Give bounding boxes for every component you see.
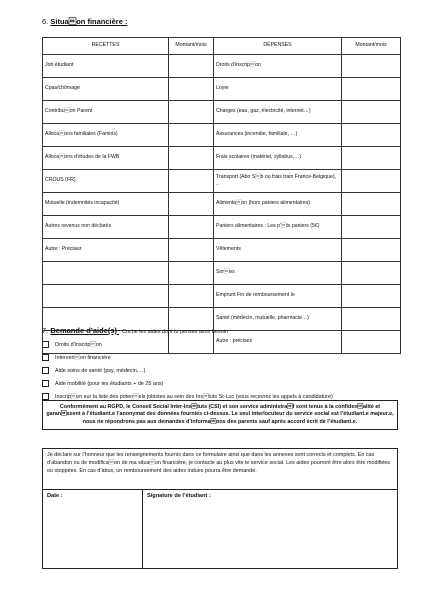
- depense-label: Santé (médecin, mutuelle, pharmacie…): [214, 308, 342, 331]
- depense-label: Alimenta on (hors paniers alimentaires): [214, 193, 342, 216]
- signature-label: Signature de l’étudiant :: [147, 493, 211, 499]
- section-7-heading: [42, 326, 228, 335]
- depense-amount[interactable]: [342, 193, 401, 216]
- table-row: [43, 147, 401, 170]
- recette-amount[interactable]: [169, 285, 214, 308]
- table-row: [43, 55, 401, 78]
- checklist-label: Aide soins de santé (psy, médecin,…): [55, 367, 146, 374]
- table-row: [43, 78, 401, 101]
- declaration-text: Je déclare sur l’honneur que les renseignements fournis dans ce formulaire ainsi que dans les annexes sont corrects et complets. En cas d’abandon ou de modifica on de ma situa on financière, je contacte au plus vite le service social. Les aides pourront être alors être modifiées ou stoppées. En cas d’abus, un remboursement des aides indues pourra être demandé.: [43, 449, 397, 490]
- section-6-title: Situa on financière :: [50, 17, 128, 26]
- rgpd-notice: Conformément au RGPD, le Conseil Social Inter-Ins tuts (CSI) et son service administra f sont tenus à la confiden alité et garan ssent à l’étudiant.e l’anonymat des données fournies ci-dessus. Le seul interlocuteur du service social est l’étudiant.e majeur.e, nous ne répondrons pas aux demandes d’informa ons des parents sauf après accord écrit de l’étudiant.e.: [42, 400, 398, 430]
- recette-label: Autre : Précisez: [43, 239, 169, 262]
- table-row: [43, 239, 401, 262]
- table-row: [43, 262, 401, 285]
- table-row: [43, 170, 401, 193]
- header-montant-recettes: Montant/mois: [169, 38, 214, 55]
- depense-label: Transport (Abo S b ou frais train France-Belgique), ..: [214, 170, 342, 193]
- recette-amount[interactable]: [169, 262, 214, 285]
- table-row: [43, 285, 401, 308]
- depense-amount[interactable]: [342, 78, 401, 101]
- date-label: Date :: [47, 493, 63, 499]
- recette-label: CROUS (FR): [43, 170, 169, 193]
- declaration-box: [42, 448, 398, 569]
- depense-amount[interactable]: [342, 216, 401, 239]
- recette-label: Cpas/chômage: [43, 78, 169, 101]
- checklist-item: [42, 364, 333, 377]
- depense-label: Sor es: [214, 262, 342, 285]
- depense-amount[interactable]: [342, 262, 401, 285]
- depense-amount[interactable]: [342, 147, 401, 170]
- checklist-label: Interven on financière: [55, 355, 111, 361]
- recette-label: [43, 285, 169, 308]
- recette-amount[interactable]: [169, 101, 214, 124]
- depense-amount[interactable]: [342, 101, 401, 124]
- depense-label: Droits d’inscrip on: [214, 55, 342, 78]
- aid-checklist: [42, 338, 333, 403]
- recette-label: Contribu on Parent: [43, 101, 169, 124]
- recette-amount[interactable]: [169, 170, 214, 193]
- checkbox[interactable]: [42, 380, 49, 387]
- checklist-item: [42, 377, 333, 390]
- checklist-label: Inscrip on sur la liste des poten els jobistes au sein des Ins tuts St-Luc (vous recevrez les appels à candidature): [55, 394, 333, 400]
- depense-label: Autre : précisez: [214, 331, 342, 354]
- recette-label: Autres revenus non déclarés: [43, 216, 169, 239]
- header-recettes: RECETTES: [43, 38, 169, 55]
- recette-label: [43, 262, 169, 285]
- depense-amount[interactable]: [342, 124, 401, 147]
- signature-row: [43, 490, 397, 568]
- table-row: [43, 193, 401, 216]
- section-7-number: 7.: [42, 326, 49, 335]
- recette-amount[interactable]: [169, 78, 214, 101]
- checklist-label: Aide mobilité (pour les étudiants + de 25 ans): [55, 380, 164, 387]
- depense-amount[interactable]: [342, 239, 401, 262]
- depense-amount[interactable]: [342, 55, 401, 78]
- depense-label: Paniers alimentaires : Les p’ ts paniers (5€): [214, 216, 342, 239]
- section-6-number: 6.: [42, 17, 49, 26]
- recette-amount[interactable]: [169, 124, 214, 147]
- section-7-subtitle: : Coche les aides dont tu penses avoir besoin: [119, 329, 228, 335]
- table-row: [43, 216, 401, 239]
- checkbox[interactable]: [42, 393, 49, 400]
- recette-label: Job étudiant: [43, 55, 169, 78]
- recette-amount[interactable]: [169, 147, 214, 170]
- table-row: [43, 124, 401, 147]
- recette-amount[interactable]: [169, 239, 214, 262]
- checklist-item: [42, 338, 333, 351]
- date-field[interactable]: [43, 490, 143, 568]
- header-montant-depenses: Montant/mois: [342, 38, 401, 55]
- table-row: [43, 101, 401, 124]
- depense-label: Loyer: [214, 78, 342, 101]
- recette-amount[interactable]: [169, 193, 214, 216]
- section-7-title: Demande d’aide(s): [50, 326, 120, 335]
- checkbox[interactable]: [42, 354, 49, 361]
- signature-field[interactable]: [143, 490, 397, 568]
- header-depenses: DÉPENSES: [214, 38, 342, 55]
- checklist-label: Droits d’inscrip on: [55, 342, 102, 348]
- recette-amount[interactable]: [169, 55, 214, 78]
- recette-label: Alloca ons familiales (Famiris): [43, 124, 169, 147]
- checklist-item: [42, 351, 333, 364]
- recette-label: Mutuelle (indemnités incapacité): [43, 193, 169, 216]
- checkbox[interactable]: [42, 341, 49, 348]
- depense-amount[interactable]: [342, 170, 401, 193]
- depense-label: Charges (eau, gaz, électricité, internet…): [214, 101, 342, 124]
- depense-amount[interactable]: [342, 331, 401, 354]
- financial-table: [42, 37, 401, 354]
- depense-amount[interactable]: [342, 285, 401, 308]
- depense-amount[interactable]: [342, 308, 401, 331]
- recette-amount[interactable]: [169, 216, 214, 239]
- recette-label: Alloca ons d’études de la FWB: [43, 147, 169, 170]
- section-6-heading: [42, 17, 127, 26]
- depense-label: Frais scolaires (matériel, syllabus,…): [214, 147, 342, 170]
- checkbox[interactable]: [42, 367, 49, 374]
- depense-label: Emprunt Fin de remboursement le: [214, 285, 342, 308]
- table-header-row: [43, 38, 401, 55]
- depense-label: Vêtements: [214, 239, 342, 262]
- depense-label: Assurances (incendie, familiale, …): [214, 124, 342, 147]
